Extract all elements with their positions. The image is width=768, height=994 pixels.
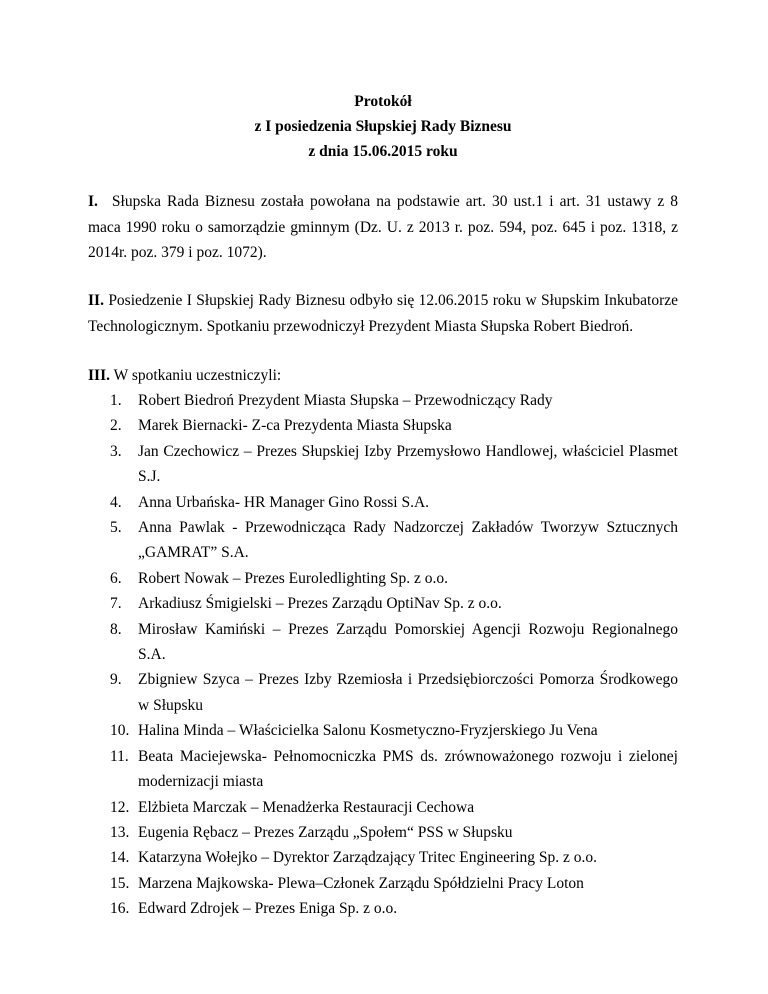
list-item-number: 16. [110,900,130,918]
list-item [110,718,678,743]
list-item-text: Zbigniew Szyca – Prezes Izby Rzemiosła i Przedsiębiorczości Pomorza Środkowego w Słupsku [138,671,678,714]
section-iii-numeral: III. [88,367,110,384]
list-item-text: Robert Biedroń Prezydent Miasta Słupska – Przewodniczący Rady [138,392,553,409]
list-item [110,820,678,845]
list-item-text: Arkadiusz Śmigielski – Prezes Zarządu OptiNav Sp. z o.o. [138,595,502,613]
section-i-numeral: I. [88,193,98,210]
list-item-text: Edward Zdrojek – Prezes Eniga Sp. z o.o. [138,900,398,918]
list-item-text: Eugenia Rębacz – Prezes Zarządu „Społem“ PSS w Słupsku [138,823,513,841]
list-item-number: 10. [110,722,130,740]
list-item-text: Mirosław Kamiński – Prezes Zarządu Pomorskiej Agencji Rozwoju Regionalnego S.A. [138,620,678,664]
list-item-text: Marek Biernacki- Z-ca Prezydenta Miasta Słupska [138,417,452,435]
list-item [110,490,678,515]
list-item-text: Anna Pawlak - Przewodnicząca Rady Nadzorczej Zakładów Tworzyw Sztucznych „GAMRAT” S.A. [138,519,678,562]
list-item [110,439,678,490]
section-iii-text: W spotkaniu uczestniczyli: [113,367,282,384]
list-item-text: Marzena Majkowska- Plewa–Członek Zarządu Spółdzielni Pracy Loton [138,874,584,892]
participants-list [110,388,678,922]
document-subtitle: z I posiedzenia Słupskiej Rady Biznesu [254,118,512,135]
list-item-number: 6. [110,569,122,587]
section-ii-text: Posiedzenie I Słupskiej Rady Biznesu odbyło się 12.06.2015 roku w Słupskim Inkubatorze Technologicznym. Spotkaniu przewodniczył Prezydent Miasta Słupska Robert Biedroń. [88,292,678,335]
section-iii [88,363,678,389]
list-item-text: Robert Nowak – Prezes Euroledlighting Sp. z o.o. [138,569,448,587]
list-item-text: Elżbieta Marczak – Menadżerka Restauracji Cechowa [138,798,475,816]
list-item [110,566,678,591]
list-item [110,413,678,438]
list-item [110,515,678,566]
section-ii-numeral: II. [88,292,104,309]
list-item-text: Beata Maciejewska- Pełnomocniczka PMS ds. zrównoważonego rozwoju i zielonej modernizacji miasta [138,747,678,791]
list-item [110,845,678,870]
document-date: z dnia 15.06.2015 roku [308,143,458,160]
list-item-number: 8. [110,620,122,638]
list-item [110,744,678,795]
list-item-number: 9. [110,671,122,689]
section-i-text: Słupska Rada Biznesu została powołana na podstawie art. 30 ust.1 i art. 31 ustawy z 8 maca 1990 roku o samorządzie gminnym (Dz. U. z 2013 r. poz. 594, poz. 645 i poz. 1318, z 2014r. poz. 379 i poz. 1072). [88,193,678,261]
list-item-text: Anna Urbańska- HR Manager Gino Rossi S.A. [138,493,430,511]
list-item [110,795,678,820]
list-item-text: Katarzyna Wołejko – Dyrektor Zarządzający Tritec Engineering Sp. z o.o. [138,849,598,867]
list-item [110,617,678,668]
list-item [110,896,678,921]
list-item-number: 13. [110,823,130,841]
section-ii [88,288,678,339]
list-item-number: 14. [110,849,130,867]
list-item-number: 2. [110,417,122,435]
list-item-text: Halina Minda – Właścicielka Salonu Kosmetyczno-Fryzjerskiego Ju Vena [138,722,598,740]
list-item-number: 3. [110,442,122,460]
list-item-number: 1. [110,392,122,409]
list-item [110,388,678,413]
list-item-number: 7. [110,595,122,613]
list-item [110,871,678,896]
document-title: Protokół [354,93,412,110]
list-item [110,591,678,616]
list-item-text: Jan Czechowicz – Prezes Słupskiej Izby Przemysłowo Handlowej, właściciel Plasmet S.J. [138,442,678,486]
section-i [88,189,678,266]
list-item-number: 15. [110,874,130,892]
list-item-number: 4. [110,493,122,511]
list-item [110,667,678,718]
list-item-number: 11. [110,747,129,765]
list-item-number: 5. [110,519,122,537]
list-item-number: 12. [110,798,130,816]
